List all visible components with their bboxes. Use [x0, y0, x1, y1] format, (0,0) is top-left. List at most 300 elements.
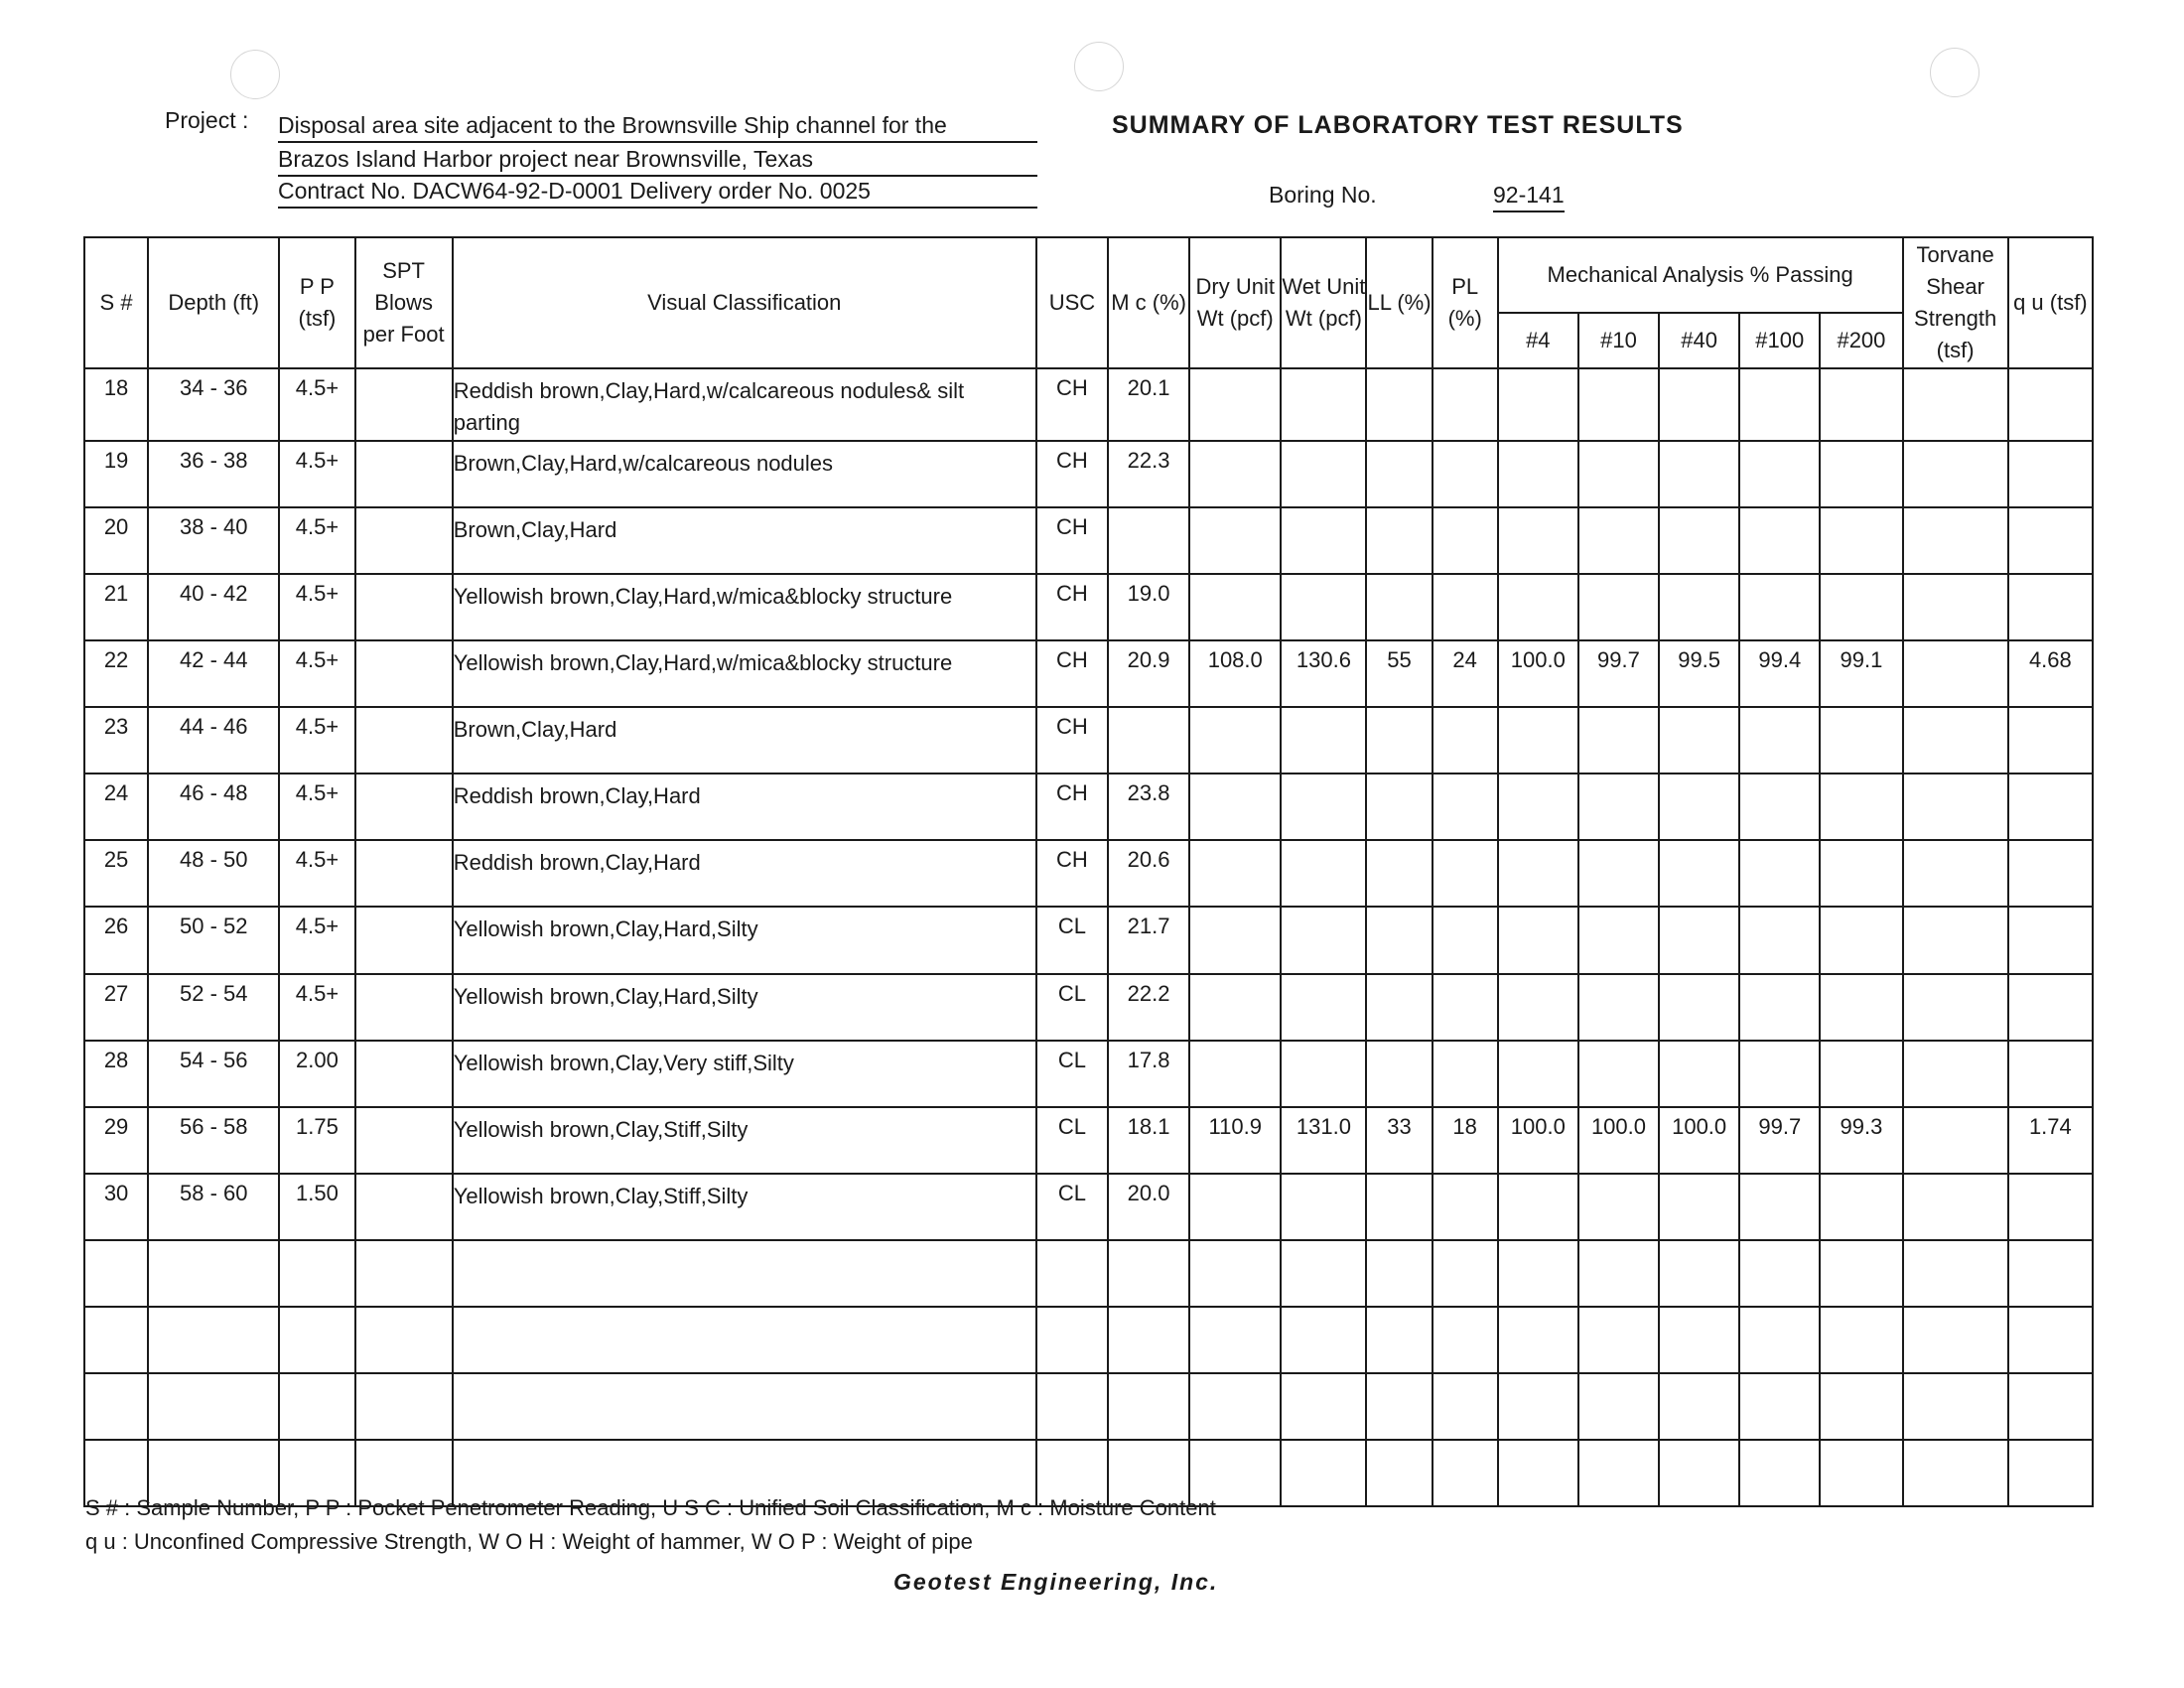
cell-pl: [1433, 774, 1498, 840]
cell-moisture: 22.2: [1108, 974, 1189, 1041]
cell-moisture: 18.1: [1108, 1107, 1189, 1174]
empty-cell: [1108, 1307, 1189, 1373]
cell-visual: Reddish brown,Clay,Hard: [453, 840, 1036, 907]
cell-wet-unit-wt: [1281, 707, 1366, 774]
footer-company: Geotest Engineering, Inc.: [893, 1569, 1219, 1595]
empty-cell: [1036, 1240, 1108, 1307]
cell-spt: [355, 574, 453, 640]
cell-sieve-40: [1659, 368, 1739, 441]
col-sieve-10: #10: [1578, 313, 1659, 368]
cell-moisture: 19.0: [1108, 574, 1189, 640]
empty-cell: [1659, 1240, 1739, 1307]
cell-ll: 33: [1366, 1107, 1432, 1174]
cell-pl: [1433, 507, 1498, 574]
cell-sieve-4: 100.0: [1498, 1107, 1578, 1174]
cell-visual: Reddish brown,Clay,Hard: [453, 774, 1036, 840]
cell-pl: [1433, 441, 1498, 507]
empty-cell: [1366, 1440, 1432, 1506]
empty-cell: [2008, 1307, 2093, 1373]
col-pl: PL (%): [1433, 237, 1498, 368]
cell-pp: 4.5+: [279, 840, 354, 907]
legend-line-1: S # : Sample Number, P P : Pocket Penetrometer Reading, U S C : Unified Soil Classification, M c : Moisture Content: [85, 1495, 1216, 1520]
table-row: [84, 1041, 2093, 1107]
col-pp: P P (tsf): [279, 237, 354, 368]
cell-torvane: [1903, 1041, 2008, 1107]
empty-cell: [148, 1373, 279, 1440]
cell-sieve-10: [1578, 368, 1659, 441]
cell-sieve-100: [1739, 441, 1820, 507]
cell-moisture: [1108, 507, 1189, 574]
empty-cell: [1189, 1373, 1281, 1440]
cell-sieve-200: 99.1: [1820, 640, 1902, 707]
cell-spt: [355, 907, 453, 973]
cell-moisture: 20.1: [1108, 368, 1189, 441]
table-row: [84, 1174, 2093, 1240]
col-ll: LL (%): [1366, 237, 1432, 368]
cell-depth: 54 - 56: [148, 1041, 279, 1107]
cell-sieve-100: [1739, 1174, 1820, 1240]
col-sieve-200: #200: [1820, 313, 1902, 368]
cell-sieve-40: [1659, 507, 1739, 574]
empty-cell: [1036, 1307, 1108, 1373]
cell-sieve-100: [1739, 907, 1820, 973]
cell-usc: CH: [1036, 707, 1108, 774]
col-sieve-40: #40: [1659, 313, 1739, 368]
cell-visual: Reddish brown,Clay,Hard,w/calcareous nodules& silt parting: [453, 368, 1036, 441]
cell-pp: 2.00: [279, 1041, 354, 1107]
cell-sample-number: 28: [84, 1041, 148, 1107]
cell-usc: CH: [1036, 840, 1108, 907]
punch-hole-right: [1930, 48, 1979, 97]
cell-sieve-200: 99.3: [1820, 1107, 1902, 1174]
cell-dry-unit-wt: [1189, 974, 1281, 1041]
empty-cell: [1820, 1440, 1902, 1506]
cell-dry-unit-wt: 108.0: [1189, 640, 1281, 707]
cell-pp: 4.5+: [279, 774, 354, 840]
empty-cell: [453, 1373, 1036, 1440]
cell-sieve-4: [1498, 441, 1578, 507]
cell-wet-unit-wt: [1281, 974, 1366, 1041]
cell-sieve-100: [1739, 774, 1820, 840]
punch-hole-left: [230, 50, 280, 99]
cell-sieve-100: [1739, 974, 1820, 1041]
empty-cell: [1433, 1240, 1498, 1307]
cell-pp: 4.5+: [279, 707, 354, 774]
cell-pp: 4.5+: [279, 441, 354, 507]
cell-sieve-200: [1820, 441, 1902, 507]
empty-cell: [1498, 1240, 1578, 1307]
cell-sieve-10: [1578, 441, 1659, 507]
cell-depth: 42 - 44: [148, 640, 279, 707]
table-row: [84, 368, 2093, 441]
cell-pp: 4.5+: [279, 974, 354, 1041]
table-row: [84, 974, 2093, 1041]
cell-sieve-200: [1820, 1174, 1902, 1240]
cell-sieve-10: [1578, 840, 1659, 907]
cell-wet-unit-wt: [1281, 574, 1366, 640]
empty-cell: [1433, 1307, 1498, 1373]
cell-torvane: [1903, 368, 2008, 441]
cell-pl: [1433, 707, 1498, 774]
cell-qu: [2008, 774, 2093, 840]
cell-torvane: [1903, 441, 2008, 507]
empty-cell: [1108, 1373, 1189, 1440]
table-row: [84, 574, 2093, 640]
cell-sieve-200: [1820, 840, 1902, 907]
empty-cell: [1578, 1373, 1659, 1440]
cell-sieve-4: [1498, 774, 1578, 840]
cell-moisture: 17.8: [1108, 1041, 1189, 1107]
cell-pp: 4.5+: [279, 907, 354, 973]
cell-moisture: 20.0: [1108, 1174, 1189, 1240]
col-qu: q u (tsf): [2008, 237, 2093, 368]
cell-torvane: [1903, 974, 2008, 1041]
col-visual-classification: Visual Classification: [453, 237, 1036, 368]
col-depth: Depth (ft): [148, 237, 279, 368]
cell-depth: 36 - 38: [148, 441, 279, 507]
cell-ll: [1366, 441, 1432, 507]
cell-sample-number: 22: [84, 640, 148, 707]
cell-sieve-100: 99.7: [1739, 1107, 1820, 1174]
empty-cell: [148, 1240, 279, 1307]
empty-cell: [1578, 1440, 1659, 1506]
cell-visual: Brown,Clay,Hard: [453, 507, 1036, 574]
empty-cell: [1739, 1373, 1820, 1440]
empty-cell: [1739, 1307, 1820, 1373]
cell-visual: Yellowish brown,Clay,Very stiff,Silty: [453, 1041, 1036, 1107]
cell-usc: CL: [1036, 1107, 1108, 1174]
cell-sieve-100: [1739, 574, 1820, 640]
empty-cell: [355, 1307, 453, 1373]
cell-sample-number: 24: [84, 774, 148, 840]
cell-dry-unit-wt: [1189, 574, 1281, 640]
cell-sample-number: 18: [84, 368, 148, 441]
cell-usc: CL: [1036, 907, 1108, 973]
empty-cell: [1189, 1307, 1281, 1373]
cell-pl: [1433, 840, 1498, 907]
cell-dry-unit-wt: [1189, 1174, 1281, 1240]
empty-cell: [1281, 1307, 1366, 1373]
cell-depth: 34 - 36: [148, 368, 279, 441]
cell-sieve-4: 100.0: [1498, 640, 1578, 707]
empty-cell: [1189, 1240, 1281, 1307]
col-sieve-4: #4: [1498, 313, 1578, 368]
cell-sieve-200: [1820, 368, 1902, 441]
cell-sieve-4: [1498, 707, 1578, 774]
cell-wet-unit-wt: [1281, 507, 1366, 574]
cell-pl: [1433, 1041, 1498, 1107]
empty-cell: [1036, 1373, 1108, 1440]
legend-line-2: q u : Unconfined Compressive Strength, W O H : Weight of hammer, W O P : Weight of pipe: [85, 1529, 973, 1554]
col-spt: SPT Blows per Foot: [355, 237, 453, 368]
empty-cell: [1498, 1307, 1578, 1373]
cell-wet-unit-wt: [1281, 907, 1366, 973]
empty-cell: [1366, 1307, 1432, 1373]
cell-sieve-4: [1498, 507, 1578, 574]
cell-visual: Yellowish brown,Clay,Stiff,Silty: [453, 1174, 1036, 1240]
cell-usc: CL: [1036, 974, 1108, 1041]
cell-sieve-40: [1659, 840, 1739, 907]
project-line-2: Brazos Island Harbor project near Brownsville, Texas: [278, 143, 1037, 177]
cell-qu: [2008, 974, 2093, 1041]
cell-sieve-40: 99.5: [1659, 640, 1739, 707]
cell-sieve-40: [1659, 907, 1739, 973]
cell-spt: [355, 1107, 453, 1174]
cell-sieve-100: [1739, 368, 1820, 441]
cell-ll: [1366, 774, 1432, 840]
cell-ll: [1366, 974, 1432, 1041]
cell-wet-unit-wt: [1281, 1174, 1366, 1240]
cell-ll: [1366, 840, 1432, 907]
empty-cell: [84, 1307, 148, 1373]
empty-cell: [1498, 1440, 1578, 1506]
cell-visual: Yellowish brown,Clay,Hard,Silty: [453, 974, 1036, 1041]
cell-pp: 1.50: [279, 1174, 354, 1240]
cell-sieve-10: [1578, 774, 1659, 840]
cell-sieve-4: [1498, 574, 1578, 640]
cell-usc: CH: [1036, 640, 1108, 707]
empty-cell: [1820, 1307, 1902, 1373]
boring-label: Boring No.: [1269, 182, 1377, 208]
empty-cell: [279, 1373, 354, 1440]
cell-spt: [355, 441, 453, 507]
cell-torvane: [1903, 640, 2008, 707]
cell-ll: [1366, 707, 1432, 774]
table-row: [84, 441, 2093, 507]
cell-spt: [355, 507, 453, 574]
cell-depth: 40 - 42: [148, 574, 279, 640]
cell-usc: CL: [1036, 1174, 1108, 1240]
cell-sieve-100: [1739, 840, 1820, 907]
cell-pl: [1433, 574, 1498, 640]
empty-cell: [453, 1240, 1036, 1307]
empty-cell: [1433, 1373, 1498, 1440]
col-torvane: Torvane Shear Strength (tsf): [1903, 237, 2008, 368]
cell-spt: [355, 974, 453, 1041]
cell-usc: CL: [1036, 1041, 1108, 1107]
table-row: [84, 907, 2093, 973]
cell-pp: 4.5+: [279, 507, 354, 574]
cell-ll: [1366, 507, 1432, 574]
cell-torvane: [1903, 774, 2008, 840]
table-row: [84, 640, 2093, 707]
col-wet-unit-wt: Wet Unit Wt (pcf): [1281, 237, 1366, 368]
cell-sieve-100: 99.4: [1739, 640, 1820, 707]
cell-ll: [1366, 907, 1432, 973]
cell-moisture: 23.8: [1108, 774, 1189, 840]
table-row: [84, 507, 2093, 574]
cell-pp: 4.5+: [279, 574, 354, 640]
cell-torvane: [1903, 574, 2008, 640]
cell-ll: [1366, 574, 1432, 640]
cell-depth: 44 - 46: [148, 707, 279, 774]
cell-sieve-4: [1498, 974, 1578, 1041]
cell-sieve-4: [1498, 368, 1578, 441]
col-mechanical-analysis: Mechanical Analysis % Passing: [1498, 237, 1903, 313]
empty-cell: [148, 1307, 279, 1373]
cell-qu: [2008, 574, 2093, 640]
cell-dry-unit-wt: [1189, 907, 1281, 973]
empty-cell: [2008, 1373, 2093, 1440]
cell-qu: [2008, 441, 2093, 507]
cell-sieve-200: [1820, 574, 1902, 640]
cell-wet-unit-wt: 131.0: [1281, 1107, 1366, 1174]
col-moisture: M c (%): [1108, 237, 1189, 368]
cell-sieve-10: [1578, 507, 1659, 574]
cell-depth: 50 - 52: [148, 907, 279, 973]
table-row: [84, 774, 2093, 840]
cell-wet-unit-wt: [1281, 1041, 1366, 1107]
cell-ll: [1366, 368, 1432, 441]
col-usc: USC: [1036, 237, 1108, 368]
col-sieve-100: #100: [1739, 313, 1820, 368]
cell-sieve-40: 100.0: [1659, 1107, 1739, 1174]
cell-dry-unit-wt: [1189, 507, 1281, 574]
cell-sieve-10: 99.7: [1578, 640, 1659, 707]
cell-pl: [1433, 974, 1498, 1041]
cell-ll: 55: [1366, 640, 1432, 707]
empty-table-row: [84, 1240, 2093, 1307]
cell-torvane: [1903, 507, 2008, 574]
empty-cell: [1659, 1373, 1739, 1440]
cell-sieve-40: [1659, 774, 1739, 840]
cell-sieve-10: [1578, 974, 1659, 1041]
cell-visual: Brown,Clay,Hard: [453, 707, 1036, 774]
table-row: [84, 707, 2093, 774]
cell-qu: [2008, 1041, 2093, 1107]
cell-wet-unit-wt: 130.6: [1281, 640, 1366, 707]
cell-sieve-4: [1498, 1174, 1578, 1240]
empty-cell: [1281, 1373, 1366, 1440]
cell-depth: 56 - 58: [148, 1107, 279, 1174]
empty-cell: [1820, 1240, 1902, 1307]
cell-ll: [1366, 1174, 1432, 1240]
empty-cell: [1903, 1240, 2008, 1307]
cell-sample-number: 21: [84, 574, 148, 640]
cell-moisture: 22.3: [1108, 441, 1189, 507]
cell-sieve-200: [1820, 907, 1902, 973]
col-sample-number: S #: [84, 237, 148, 368]
punch-hole-center: [1074, 42, 1124, 91]
cell-sample-number: 20: [84, 507, 148, 574]
cell-qu: [2008, 507, 2093, 574]
empty-cell: [1903, 1307, 2008, 1373]
cell-pl: 18: [1433, 1107, 1498, 1174]
cell-moisture: [1108, 707, 1189, 774]
cell-sample-number: 25: [84, 840, 148, 907]
cell-spt: [355, 707, 453, 774]
cell-sieve-10: [1578, 574, 1659, 640]
cell-sieve-40: [1659, 707, 1739, 774]
cell-pl: 24: [1433, 640, 1498, 707]
cell-wet-unit-wt: [1281, 441, 1366, 507]
empty-cell: [1366, 1240, 1432, 1307]
cell-depth: 46 - 48: [148, 774, 279, 840]
cell-sieve-4: [1498, 1041, 1578, 1107]
empty-cell: [1281, 1240, 1366, 1307]
cell-torvane: [1903, 707, 2008, 774]
empty-cell: [1578, 1307, 1659, 1373]
empty-cell: [1820, 1373, 1902, 1440]
cell-sieve-40: [1659, 1174, 1739, 1240]
cell-sieve-40: [1659, 1041, 1739, 1107]
cell-moisture: 21.7: [1108, 907, 1189, 973]
cell-sieve-100: [1739, 1041, 1820, 1107]
cell-sieve-10: [1578, 1174, 1659, 1240]
cell-pl: [1433, 1174, 1498, 1240]
cell-sieve-4: [1498, 840, 1578, 907]
cell-sieve-10: [1578, 907, 1659, 973]
cell-pp: 4.5+: [279, 640, 354, 707]
cell-sieve-100: [1739, 507, 1820, 574]
cell-dry-unit-wt: [1189, 840, 1281, 907]
cell-sample-number: 26: [84, 907, 148, 973]
cell-usc: CH: [1036, 441, 1108, 507]
cell-sieve-10: [1578, 1041, 1659, 1107]
cell-sieve-200: [1820, 707, 1902, 774]
cell-qu: 1.74: [2008, 1107, 2093, 1174]
empty-cell: [1739, 1440, 1820, 1506]
cell-sieve-100: [1739, 707, 1820, 774]
cell-sample-number: 19: [84, 441, 148, 507]
cell-spt: [355, 774, 453, 840]
cell-qu: 4.68: [2008, 640, 2093, 707]
empty-cell: [1659, 1307, 1739, 1373]
cell-pl: [1433, 368, 1498, 441]
cell-sieve-4: [1498, 907, 1578, 973]
cell-visual: Brown,Clay,Hard,w/calcareous nodules: [453, 441, 1036, 507]
cell-qu: [2008, 907, 2093, 973]
cell-spt: [355, 368, 453, 441]
empty-cell: [1659, 1440, 1739, 1506]
empty-cell: [2008, 1440, 2093, 1506]
cell-sieve-40: [1659, 974, 1739, 1041]
cell-moisture: 20.9: [1108, 640, 1189, 707]
cell-dry-unit-wt: 110.9: [1189, 1107, 1281, 1174]
cell-pp: 4.5+: [279, 368, 354, 441]
empty-cell: [1433, 1440, 1498, 1506]
empty-cell: [1281, 1440, 1366, 1506]
cell-qu: [2008, 1174, 2093, 1240]
cell-dry-unit-wt: [1189, 707, 1281, 774]
cell-dry-unit-wt: [1189, 368, 1281, 441]
empty-table-row: [84, 1307, 2093, 1373]
empty-cell: [355, 1373, 453, 1440]
cell-pl: [1433, 907, 1498, 973]
cell-usc: CH: [1036, 507, 1108, 574]
cell-sieve-200: [1820, 507, 1902, 574]
cell-wet-unit-wt: [1281, 368, 1366, 441]
cell-torvane: [1903, 1174, 2008, 1240]
cell-spt: [355, 1174, 453, 1240]
cell-dry-unit-wt: [1189, 1041, 1281, 1107]
cell-sample-number: 30: [84, 1174, 148, 1240]
cell-spt: [355, 840, 453, 907]
cell-visual: Yellowish brown,Clay,Hard,w/mica&blocky structure: [453, 574, 1036, 640]
cell-torvane: [1903, 1107, 2008, 1174]
cell-depth: 48 - 50: [148, 840, 279, 907]
table-row: [84, 840, 2093, 907]
lab-results-table: [83, 236, 2094, 1507]
cell-depth: 52 - 54: [148, 974, 279, 1041]
cell-visual: Yellowish brown,Clay,Hard,w/mica&blocky structure: [453, 640, 1036, 707]
table-row: [84, 1107, 2093, 1174]
cell-sieve-10: [1578, 707, 1659, 774]
empty-cell: [1739, 1240, 1820, 1307]
cell-qu: [2008, 840, 2093, 907]
cell-torvane: [1903, 840, 2008, 907]
empty-table-row: [84, 1373, 2093, 1440]
